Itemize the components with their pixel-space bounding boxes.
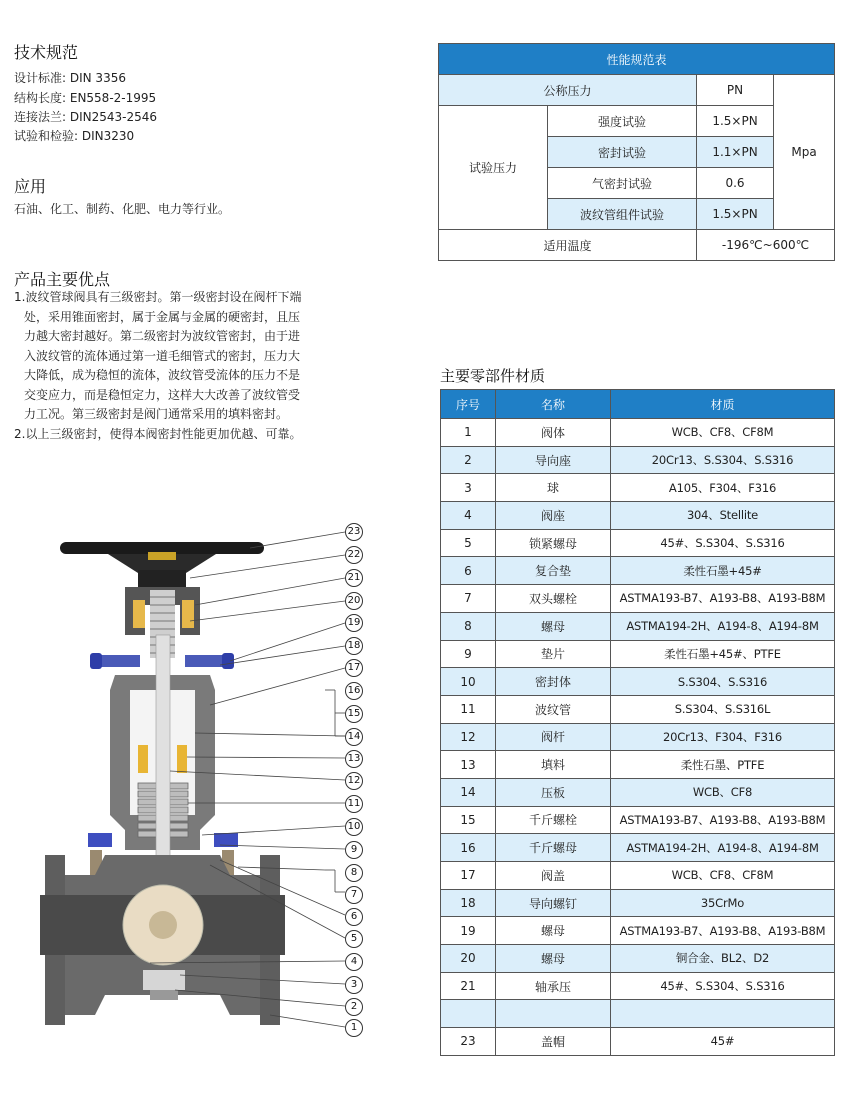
part-material: 柔性石墨+45#、PTFE [611, 640, 835, 668]
part-material: ASTMA194-2H、A194-8、A194-8M [611, 834, 835, 862]
callout-12: 12 [345, 772, 363, 790]
part-name: 螺母 [496, 917, 611, 945]
advantages-line: 处，采用锥面密封，属于金属与金属的硬密封，且压 [24, 309, 301, 324]
callout-3: 3 [345, 976, 363, 994]
callout-17: 17 [345, 659, 363, 677]
part-no: 16 [441, 834, 496, 862]
part-material: ASTMA193-B7、A193-B8、A193-B8M [611, 806, 835, 834]
table-row [441, 419, 835, 447]
part-material: S.S304、S.S316 [611, 668, 835, 696]
part-no: 14 [441, 778, 496, 806]
pressure-unit: Mpa [774, 75, 835, 230]
callout-1: 1 [345, 1019, 363, 1037]
table-row [441, 751, 835, 779]
part-name: 螺母 [496, 612, 611, 640]
callout-8: 8 [345, 864, 363, 882]
part-name: 双头螺栓 [496, 585, 611, 613]
part-material: WCB、CF8、CF8M [611, 419, 835, 447]
part-no: 17 [441, 862, 496, 890]
advantages-line: 2.以上三级密封，使得本阀密封性能更加优越、可靠。 [14, 426, 302, 441]
part-name: 阀盖 [496, 862, 611, 890]
part-no: 11 [441, 695, 496, 723]
part-name: 填料 [496, 751, 611, 779]
callout-5: 5 [345, 930, 363, 948]
part-material: S.S304、S.S316L [611, 695, 835, 723]
callout-14: 14 [345, 728, 363, 746]
test-name: 气密封试验 [548, 168, 697, 199]
part-material [611, 1000, 835, 1028]
part-name: 导向螺钉 [496, 889, 611, 917]
table-row [441, 723, 835, 751]
tech-spec-line: 连接法兰: DIN2543-2546 [14, 110, 158, 124]
table-row [441, 529, 835, 557]
table-row [441, 585, 835, 613]
part-no: 6 [441, 557, 496, 585]
part-no: 2 [441, 446, 496, 474]
parts-title: 主要零部件材质 [440, 367, 546, 385]
part-no: 8 [441, 612, 496, 640]
table-row [441, 474, 835, 502]
part-name: 波纹管 [496, 695, 611, 723]
part-name: 千斤螺母 [496, 834, 611, 862]
callout-10: 10 [345, 818, 363, 836]
callout-6: 6 [345, 908, 363, 926]
part-no: 3 [441, 474, 496, 502]
part-name: 锁紧螺母 [496, 529, 611, 557]
tech-spec-line: 结构长度: EN558-2-1995 [14, 91, 157, 105]
part-name: 阀座 [496, 502, 611, 530]
part-no: 9 [441, 640, 496, 668]
table-row [441, 1028, 835, 1056]
table-row [441, 862, 835, 890]
temperature-value: -196℃~600℃ [697, 230, 835, 261]
parts-header-no: 序号 [441, 390, 496, 419]
table-row [441, 778, 835, 806]
part-no: 10 [441, 668, 496, 696]
callout-9: 9 [345, 841, 363, 859]
parts-header-name: 名称 [496, 390, 611, 419]
nominal-pressure-value: PN [697, 75, 774, 106]
part-material: ASTMA193-B7、A193-B8、A193-B8M [611, 585, 835, 613]
spec-table-title: 性能规范表 [439, 44, 835, 75]
table-row [441, 502, 835, 530]
table-row [441, 695, 835, 723]
test-name: 强度试验 [548, 106, 697, 137]
parts-table [440, 389, 835, 1056]
parts-body [441, 419, 835, 1056]
part-name: 千斤螺栓 [496, 806, 611, 834]
part-no: 7 [441, 585, 496, 613]
part-material: 45#、S.S304、S.S316 [611, 972, 835, 1000]
table-row [441, 557, 835, 585]
part-material: 20Cr13、S.S304、S.S316 [611, 446, 835, 474]
tech-spec-line: 试验和检验: DIN3230 [14, 129, 135, 143]
nominal-pressure-label: 公称压力 [439, 75, 697, 106]
advantages-line: 1.波纹管球阀具有三级密封。第一级密封设在阀杆下端 [14, 290, 302, 304]
test-value: 1.1×PN [697, 137, 774, 168]
part-no [441, 1000, 496, 1028]
part-material: 35CrMo [611, 889, 835, 917]
callout-7: 7 [345, 886, 363, 904]
part-no: 5 [441, 529, 496, 557]
part-name: 阀杆 [496, 723, 611, 751]
part-material: 304、Stellite [611, 502, 835, 530]
table-row [441, 834, 835, 862]
table-row [441, 446, 835, 474]
advantages-line: 交变应力，而是稳恒定力，这样大大改善了波纹管受 [24, 387, 301, 402]
part-name: 轴承压 [496, 972, 611, 1000]
advantages-title: 产品主要优点 [14, 270, 111, 289]
temperature-label: 适用温度 [439, 230, 697, 261]
table-row [441, 917, 835, 945]
table-row [441, 889, 835, 917]
test-name: 密封试验 [548, 137, 697, 168]
part-name: 密封体 [496, 668, 611, 696]
part-no: 18 [441, 889, 496, 917]
table-row [441, 1000, 835, 1028]
callout-16: 16 [345, 682, 363, 700]
part-material: 铜合金、BL2、D2 [611, 945, 835, 973]
part-name: 垫片 [496, 640, 611, 668]
part-material: 45# [611, 1028, 835, 1056]
part-no: 13 [441, 751, 496, 779]
part-material: A105、F304、F316 [611, 474, 835, 502]
callout-2: 2 [345, 998, 363, 1016]
part-no: 23 [441, 1028, 496, 1056]
test-value: 1.5×PN [697, 199, 774, 230]
part-no: 1 [441, 419, 496, 447]
part-material: 45#、S.S304、S.S316 [611, 529, 835, 557]
valve-cross-section-diagram [30, 515, 375, 1055]
part-no: 21 [441, 972, 496, 1000]
part-name: 球 [496, 474, 611, 502]
callout-4: 4 [345, 953, 363, 971]
application-text: 石油、化工、制药、化肥、电力等行业。 [14, 202, 231, 216]
test-name: 波纹管组件试验 [548, 199, 697, 230]
test-pressure-label: 试验压力 [439, 106, 548, 230]
part-no: 19 [441, 917, 496, 945]
part-no: 15 [441, 806, 496, 834]
tech-spec-line: 设计标准: DIN 3356 [14, 71, 126, 85]
part-material: WCB、CF8、CF8M [611, 862, 835, 890]
part-name: 阀体 [496, 419, 611, 447]
test-value: 1.5×PN [697, 106, 774, 137]
test-value: 0.6 [697, 168, 774, 199]
advantages-line: 力越大密封越好。第二级密封为波纹管密封，由于进 [24, 329, 301, 343]
tech-spec-title: 技术规范 [14, 43, 79, 62]
advantages-line: 力工况。第三级密封是阀门通常采用的填料密封。 [24, 407, 289, 421]
part-name [496, 1000, 611, 1028]
part-name: 盖帽 [496, 1028, 611, 1056]
part-name: 压板 [496, 778, 611, 806]
part-material: 柔性石墨+45# [611, 557, 835, 585]
part-material: ASTMA194-2H、A194-8、A194-8M [611, 612, 835, 640]
table-row [441, 945, 835, 973]
advantages-line: 大降低，成为稳恒的流体，波纹管受流体的压力不是 [24, 368, 301, 382]
part-material: WCB、CF8 [611, 778, 835, 806]
part-no: 20 [441, 945, 496, 973]
spec-table [438, 43, 835, 261]
table-row [441, 806, 835, 834]
table-row [441, 972, 835, 1000]
callout-21: 21 [345, 569, 363, 587]
table-row [441, 640, 835, 668]
callout-19: 19 [345, 614, 363, 632]
advantages-line: 入波纹管的流体通过第一道毛细管式的密封，压力大 [24, 348, 301, 363]
part-name: 导向座 [496, 446, 611, 474]
callout-23: 23 [345, 523, 363, 541]
part-no: 12 [441, 723, 496, 751]
callout-20: 20 [345, 592, 363, 610]
application-title: 应用 [14, 177, 47, 196]
part-material: 20Cr13、F304、F316 [611, 723, 835, 751]
callout-11: 11 [345, 795, 363, 813]
part-material: ASTMA193-B7、A193-B8、A193-B8M [611, 917, 835, 945]
part-name: 螺母 [496, 945, 611, 973]
part-no: 4 [441, 502, 496, 530]
parts-header-material: 材质 [611, 390, 835, 419]
table-row [441, 668, 835, 696]
callout-13: 13 [345, 750, 363, 768]
callout-15: 15 [345, 705, 363, 723]
part-name: 复合垫 [496, 557, 611, 585]
callout-22: 22 [345, 546, 363, 564]
table-row [441, 612, 835, 640]
part-material: 柔性石墨、PTFE [611, 751, 835, 779]
callout-18: 18 [345, 637, 363, 655]
